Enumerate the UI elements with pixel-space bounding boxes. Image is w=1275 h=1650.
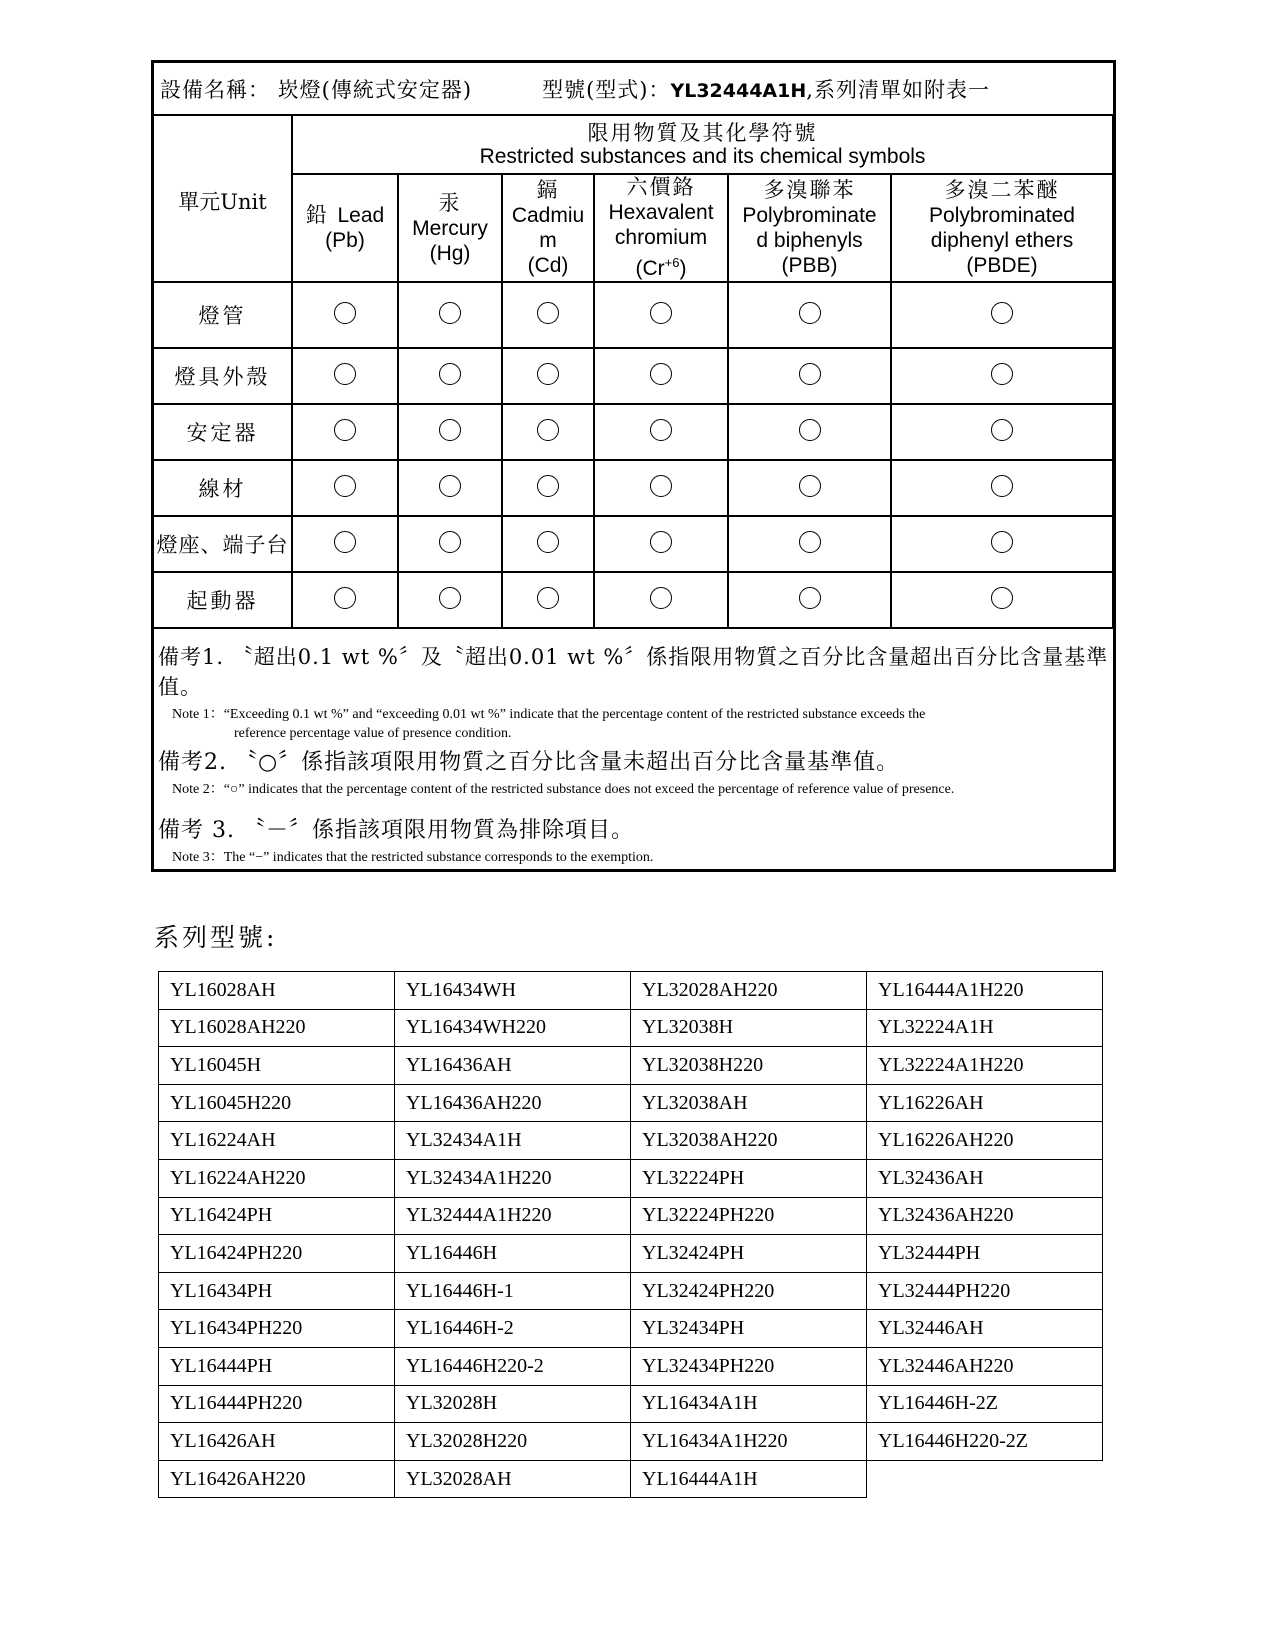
- series-model-cell: YL16446H: [395, 1235, 631, 1273]
- device-label: 設備名稱：: [160, 77, 270, 102]
- substance-en: $(Cr^{+6})$: [635, 255, 687, 280]
- circle-mark-icon: [537, 419, 559, 441]
- note3-en: Note 3：The “−” indicates that the restricted substance corresponds to the exemption.: [172, 850, 654, 865]
- compliance-mark-cell: [891, 572, 1113, 628]
- substance-en: Polybrominate: [742, 204, 877, 227]
- chemical-header-row: [154, 174, 1113, 282]
- circle-mark-icon: [650, 363, 672, 385]
- compliance-mark-cell: [594, 516, 728, 572]
- series-model-cell: YL32434PH: [631, 1310, 867, 1348]
- restricted-substances-table: [154, 63, 1114, 867]
- compliance-mark-cell: [891, 516, 1113, 572]
- compliance-mark-cell: [891, 348, 1113, 404]
- substance-header-5: [891, 174, 1113, 282]
- circle-mark-icon: [537, 587, 559, 609]
- compliance-mark-cell: [398, 460, 502, 516]
- compliance-mark-cell: [594, 348, 728, 404]
- circle-mark-icon: [439, 302, 461, 324]
- series-row: [159, 1460, 1103, 1498]
- note1-zh: 備考1. 〝超出0.1 wt %〞及〝超出0.01 wt %〞係指限用物質之百分比含量超出百分比含量基準值。: [158, 645, 1109, 699]
- series-model-cell: YL32434A1H220: [395, 1159, 631, 1197]
- series-model-cell: YL16426AH220: [159, 1460, 395, 1498]
- series-row: [159, 1385, 1103, 1423]
- compliance-mark-cell: [728, 516, 891, 572]
- series-row: [159, 1235, 1103, 1273]
- compliance-mark-cell: [292, 404, 398, 460]
- series-model-cell: YL16426AH: [159, 1423, 395, 1461]
- series-model-cell: YL32028H: [395, 1385, 631, 1423]
- rohs-declaration-table: [151, 60, 1116, 872]
- series-model-cell: YL16434A1H220: [631, 1423, 867, 1461]
- unit-label: 燈具外殼: [154, 348, 292, 404]
- series-model-cell: YL32424PH220: [631, 1272, 867, 1310]
- compliance-mark-cell: [292, 460, 398, 516]
- compliance-mark-cell: [594, 404, 728, 460]
- substance-en: (Hg): [429, 241, 471, 265]
- series-row: [159, 1122, 1103, 1160]
- compliance-mark-cell: [728, 348, 891, 404]
- unit-label: 起動器: [154, 572, 292, 628]
- circle-mark-icon: [991, 363, 1013, 385]
- circle-mark-icon: [799, 419, 821, 441]
- substance-header-4: [728, 174, 891, 282]
- substance-en: Polybrominated: [929, 204, 1075, 227]
- circle-mark-icon: [334, 419, 356, 441]
- series-model-cell: YL16045H220: [159, 1084, 395, 1122]
- table-row: [154, 348, 1113, 404]
- table-row: [154, 460, 1113, 516]
- series-row: [159, 1347, 1103, 1385]
- series-model-cell: YL16446H-2: [395, 1310, 631, 1348]
- circle-mark-icon: [334, 587, 356, 609]
- compliance-mark-cell: [292, 282, 398, 348]
- series-row: [159, 1047, 1103, 1085]
- substances-title-en: Restricted substances and its chemical symbols: [479, 144, 926, 168]
- compliance-mark-cell: [891, 460, 1113, 516]
- model-suffix: ,系列清單如附表一: [806, 77, 990, 102]
- series-model-cell: YL16224AH220: [159, 1159, 395, 1197]
- compliance-mark-cell: [594, 282, 728, 348]
- compliance-mark-cell: [502, 282, 594, 348]
- series-model-table: [158, 971, 1103, 1498]
- substance-header-0: [292, 174, 398, 282]
- series-row: [159, 1159, 1103, 1197]
- circle-mark-icon: [991, 475, 1013, 497]
- substance-zh: 六價鉻: [626, 175, 696, 199]
- series-model-cell: YL32224A1H220: [867, 1047, 1103, 1085]
- series-model-cell: YL16444PH: [159, 1347, 395, 1385]
- compliance-mark-cell: [594, 460, 728, 516]
- substance-en: (Pb): [325, 229, 365, 252]
- circle-mark-icon: [799, 302, 821, 324]
- series-model-cell: YL32446AH: [867, 1310, 1103, 1348]
- series-model-cell: [867, 1460, 1103, 1498]
- model-number: YL32444A1H: [670, 79, 807, 102]
- substance-zh: 鉛: [305, 203, 338, 227]
- unit-label: 安定器: [154, 404, 292, 460]
- series-model-cell: YL16434WH220: [395, 1009, 631, 1047]
- compliance-mark-cell: [891, 404, 1113, 460]
- series-model-cell: YL32446AH220: [867, 1347, 1103, 1385]
- series-model-cell: YL16436AH: [395, 1047, 631, 1085]
- series-title: 系列型號:: [154, 923, 278, 952]
- circle-mark-icon: [991, 587, 1013, 609]
- note2-en: Note 2：“○” indicates that the percentage content of the restricted substance does not exceed the percentage of reference value of presence.: [172, 782, 955, 797]
- series-model-cell: YL16434PH220: [159, 1310, 395, 1348]
- series-model-cell: YL16434WH: [395, 972, 631, 1010]
- compliance-mark-cell: [594, 572, 728, 628]
- unit-label: 線材: [154, 460, 292, 516]
- substance-en: (PBB): [781, 254, 838, 277]
- substance-en: (PBDE): [966, 254, 1038, 277]
- series-model-cell: YL16226AH: [867, 1084, 1103, 1122]
- series-model-cell: YL16446H-2Z: [867, 1385, 1103, 1423]
- circle-mark-icon: [334, 302, 356, 324]
- substance-header-2: [502, 174, 594, 282]
- circle-mark-icon: [799, 475, 821, 497]
- circle-mark-icon: [991, 419, 1013, 441]
- series-model-cell: YL16446H220-2: [395, 1347, 631, 1385]
- circle-mark-icon: [799, 363, 821, 385]
- substance-en: diphenyl ethers: [930, 229, 1074, 252]
- series-model-cell: YL32436AH: [867, 1159, 1103, 1197]
- series-model-cell: YL32436AH220: [867, 1197, 1103, 1235]
- series-model-cell: YL32424PH: [631, 1235, 867, 1273]
- substance-en: d biphenyls: [756, 229, 863, 252]
- circle-mark-icon: [650, 587, 672, 609]
- series-model-cell: YL16226AH220: [867, 1122, 1103, 1160]
- circle-mark-icon: [334, 531, 356, 553]
- series-model-cell: YL16444A1H: [631, 1460, 867, 1498]
- circle-mark-icon: [537, 363, 559, 385]
- compliance-mark-cell: [502, 404, 594, 460]
- compliance-mark-cell: [292, 348, 398, 404]
- substance-en: Hexavalent: [608, 201, 714, 224]
- compliance-mark-cell: [398, 348, 502, 404]
- series-row: [159, 1009, 1103, 1047]
- circle-mark-icon: [334, 363, 356, 385]
- compliance-mark-cell: [398, 572, 502, 628]
- substance-en: m: [539, 229, 557, 252]
- compliance-mark-cell: [891, 282, 1113, 348]
- compliance-mark-cell: [502, 516, 594, 572]
- substance-en: Lead: [337, 204, 385, 227]
- note2-zh: 備考2. 〝○〞係指該項限用物質之百分比含量未超出百分比含量基準值。: [158, 750, 900, 775]
- series-row: [159, 972, 1103, 1010]
- series-model-cell: YL32028AH220: [631, 972, 867, 1010]
- substance-en: chromium: [614, 226, 708, 249]
- substance-zh: 汞: [438, 190, 462, 215]
- series-model-cell: YL16045H: [159, 1047, 395, 1085]
- series-model-cell: YL16446H-1: [395, 1272, 631, 1310]
- model-label: 型號(型式)：: [542, 77, 671, 102]
- series-model-cell: YL32038H220: [631, 1047, 867, 1085]
- unit-label: 燈座、端子台: [154, 516, 292, 572]
- series-model-cell: YL32224PH220: [631, 1197, 867, 1235]
- compliance-mark-cell: [728, 282, 891, 348]
- series-model-cell: YL32038AH220: [631, 1122, 867, 1160]
- series-model-cell: YL16444PH220: [159, 1385, 395, 1423]
- series-model-cell: YL16424PH220: [159, 1235, 395, 1273]
- series-model-cell: YL32224PH: [631, 1159, 867, 1197]
- compliance-mark-cell: [292, 516, 398, 572]
- series-model-cell: YL16028AH: [159, 972, 395, 1010]
- substance-header-1: [398, 174, 502, 282]
- series-row: [159, 1084, 1103, 1122]
- series-model-cell: YL16224AH: [159, 1122, 395, 1160]
- table-row: [154, 516, 1113, 572]
- device-line: [154, 63, 1113, 115]
- circle-mark-icon: [439, 475, 461, 497]
- circle-mark-icon: [537, 302, 559, 324]
- circle-mark-icon: [650, 302, 672, 324]
- series-model-cell: YL32444PH: [867, 1235, 1103, 1273]
- series-model-cell: YL32028AH: [395, 1460, 631, 1498]
- series-row: [159, 1310, 1103, 1348]
- series-model-cell: YL32434A1H: [395, 1122, 631, 1160]
- circle-mark-icon: [799, 531, 821, 553]
- circle-mark-icon: [650, 475, 672, 497]
- circle-mark-icon: [799, 587, 821, 609]
- circle-mark-icon: [537, 531, 559, 553]
- substance-en: Cadmiu: [511, 204, 585, 227]
- substances-title: [292, 115, 1113, 174]
- compliance-mark-cell: [502, 572, 594, 628]
- series-model-cell: YL32038AH: [631, 1084, 867, 1122]
- series-model-cell: YL16436AH220: [395, 1084, 631, 1122]
- substance-en: (Cd): [527, 254, 569, 277]
- circle-mark-icon: [439, 419, 461, 441]
- unit-label: 燈管: [154, 282, 292, 348]
- substance-en: Mercury: [412, 216, 488, 240]
- series-model-cell: YL16446H220-2Z: [867, 1423, 1103, 1461]
- series-model-cell: YL32444PH220: [867, 1272, 1103, 1310]
- series-model-cell: YL32434PH220: [631, 1347, 867, 1385]
- unit-header: 單元Unit: [154, 115, 292, 282]
- compliance-mark-cell: [398, 516, 502, 572]
- device-name: 崁燈(傳統式安定器): [277, 77, 473, 102]
- note1-en: Note 1：“Exceeding 0.1 wt %” and “exceeding 0.01 wt %” indicate that the percentage content of the restricted substance exceeds the reference percentage value of presence condition.: [172, 707, 926, 741]
- substance-zh: 多溴聯苯: [763, 178, 856, 202]
- compliance-mark-cell: [292, 572, 398, 628]
- table-row: [154, 404, 1113, 460]
- notes: [154, 628, 1113, 867]
- series-model-cell: YL32444A1H220: [395, 1197, 631, 1235]
- compliance-mark-cell: [502, 460, 594, 516]
- series-model-cell: YL32038H: [631, 1009, 867, 1047]
- substance-header-3: [594, 174, 728, 282]
- rohs-body: [154, 282, 1113, 628]
- compliance-mark-cell: [398, 282, 502, 348]
- substance-zh: 鎘: [536, 178, 560, 202]
- series-row: [159, 1423, 1103, 1461]
- circle-mark-icon: [439, 531, 461, 553]
- compliance-mark-cell: [728, 404, 891, 460]
- series-model-cell: YL32224A1H: [867, 1009, 1103, 1047]
- compliance-mark-cell: [728, 572, 891, 628]
- circle-mark-icon: [650, 419, 672, 441]
- table-row: [154, 282, 1113, 348]
- substance-zh: 多溴二苯醚: [944, 178, 1060, 202]
- compliance-mark-cell: [728, 460, 891, 516]
- series-model-cell: YL16434A1H: [631, 1385, 867, 1423]
- compliance-mark-cell: [398, 404, 502, 460]
- circle-mark-icon: [439, 587, 461, 609]
- circle-mark-icon: [650, 531, 672, 553]
- circle-mark-icon: [537, 475, 559, 497]
- series-model-cell: YL16424PH: [159, 1197, 395, 1235]
- series-row: [159, 1272, 1103, 1310]
- series-model-cell: YL32028H220: [395, 1423, 631, 1461]
- note3-zh: 備考 3. 〝－〞係指該項限用物質為排除項目。: [158, 818, 634, 843]
- circle-mark-icon: [991, 531, 1013, 553]
- compliance-mark-cell: [502, 348, 594, 404]
- series-model-cell: YL16434PH: [159, 1272, 395, 1310]
- table-row: [154, 572, 1113, 628]
- series-model-cell: YL16444A1H220: [867, 972, 1103, 1010]
- substances-title-zh: 限用物質及其化學符號: [587, 120, 818, 145]
- circle-mark-icon: [991, 302, 1013, 324]
- series-row: [159, 1197, 1103, 1235]
- circle-mark-icon: [439, 363, 461, 385]
- series-model-cell: YL16028AH220: [159, 1009, 395, 1047]
- circle-mark-icon: [334, 475, 356, 497]
